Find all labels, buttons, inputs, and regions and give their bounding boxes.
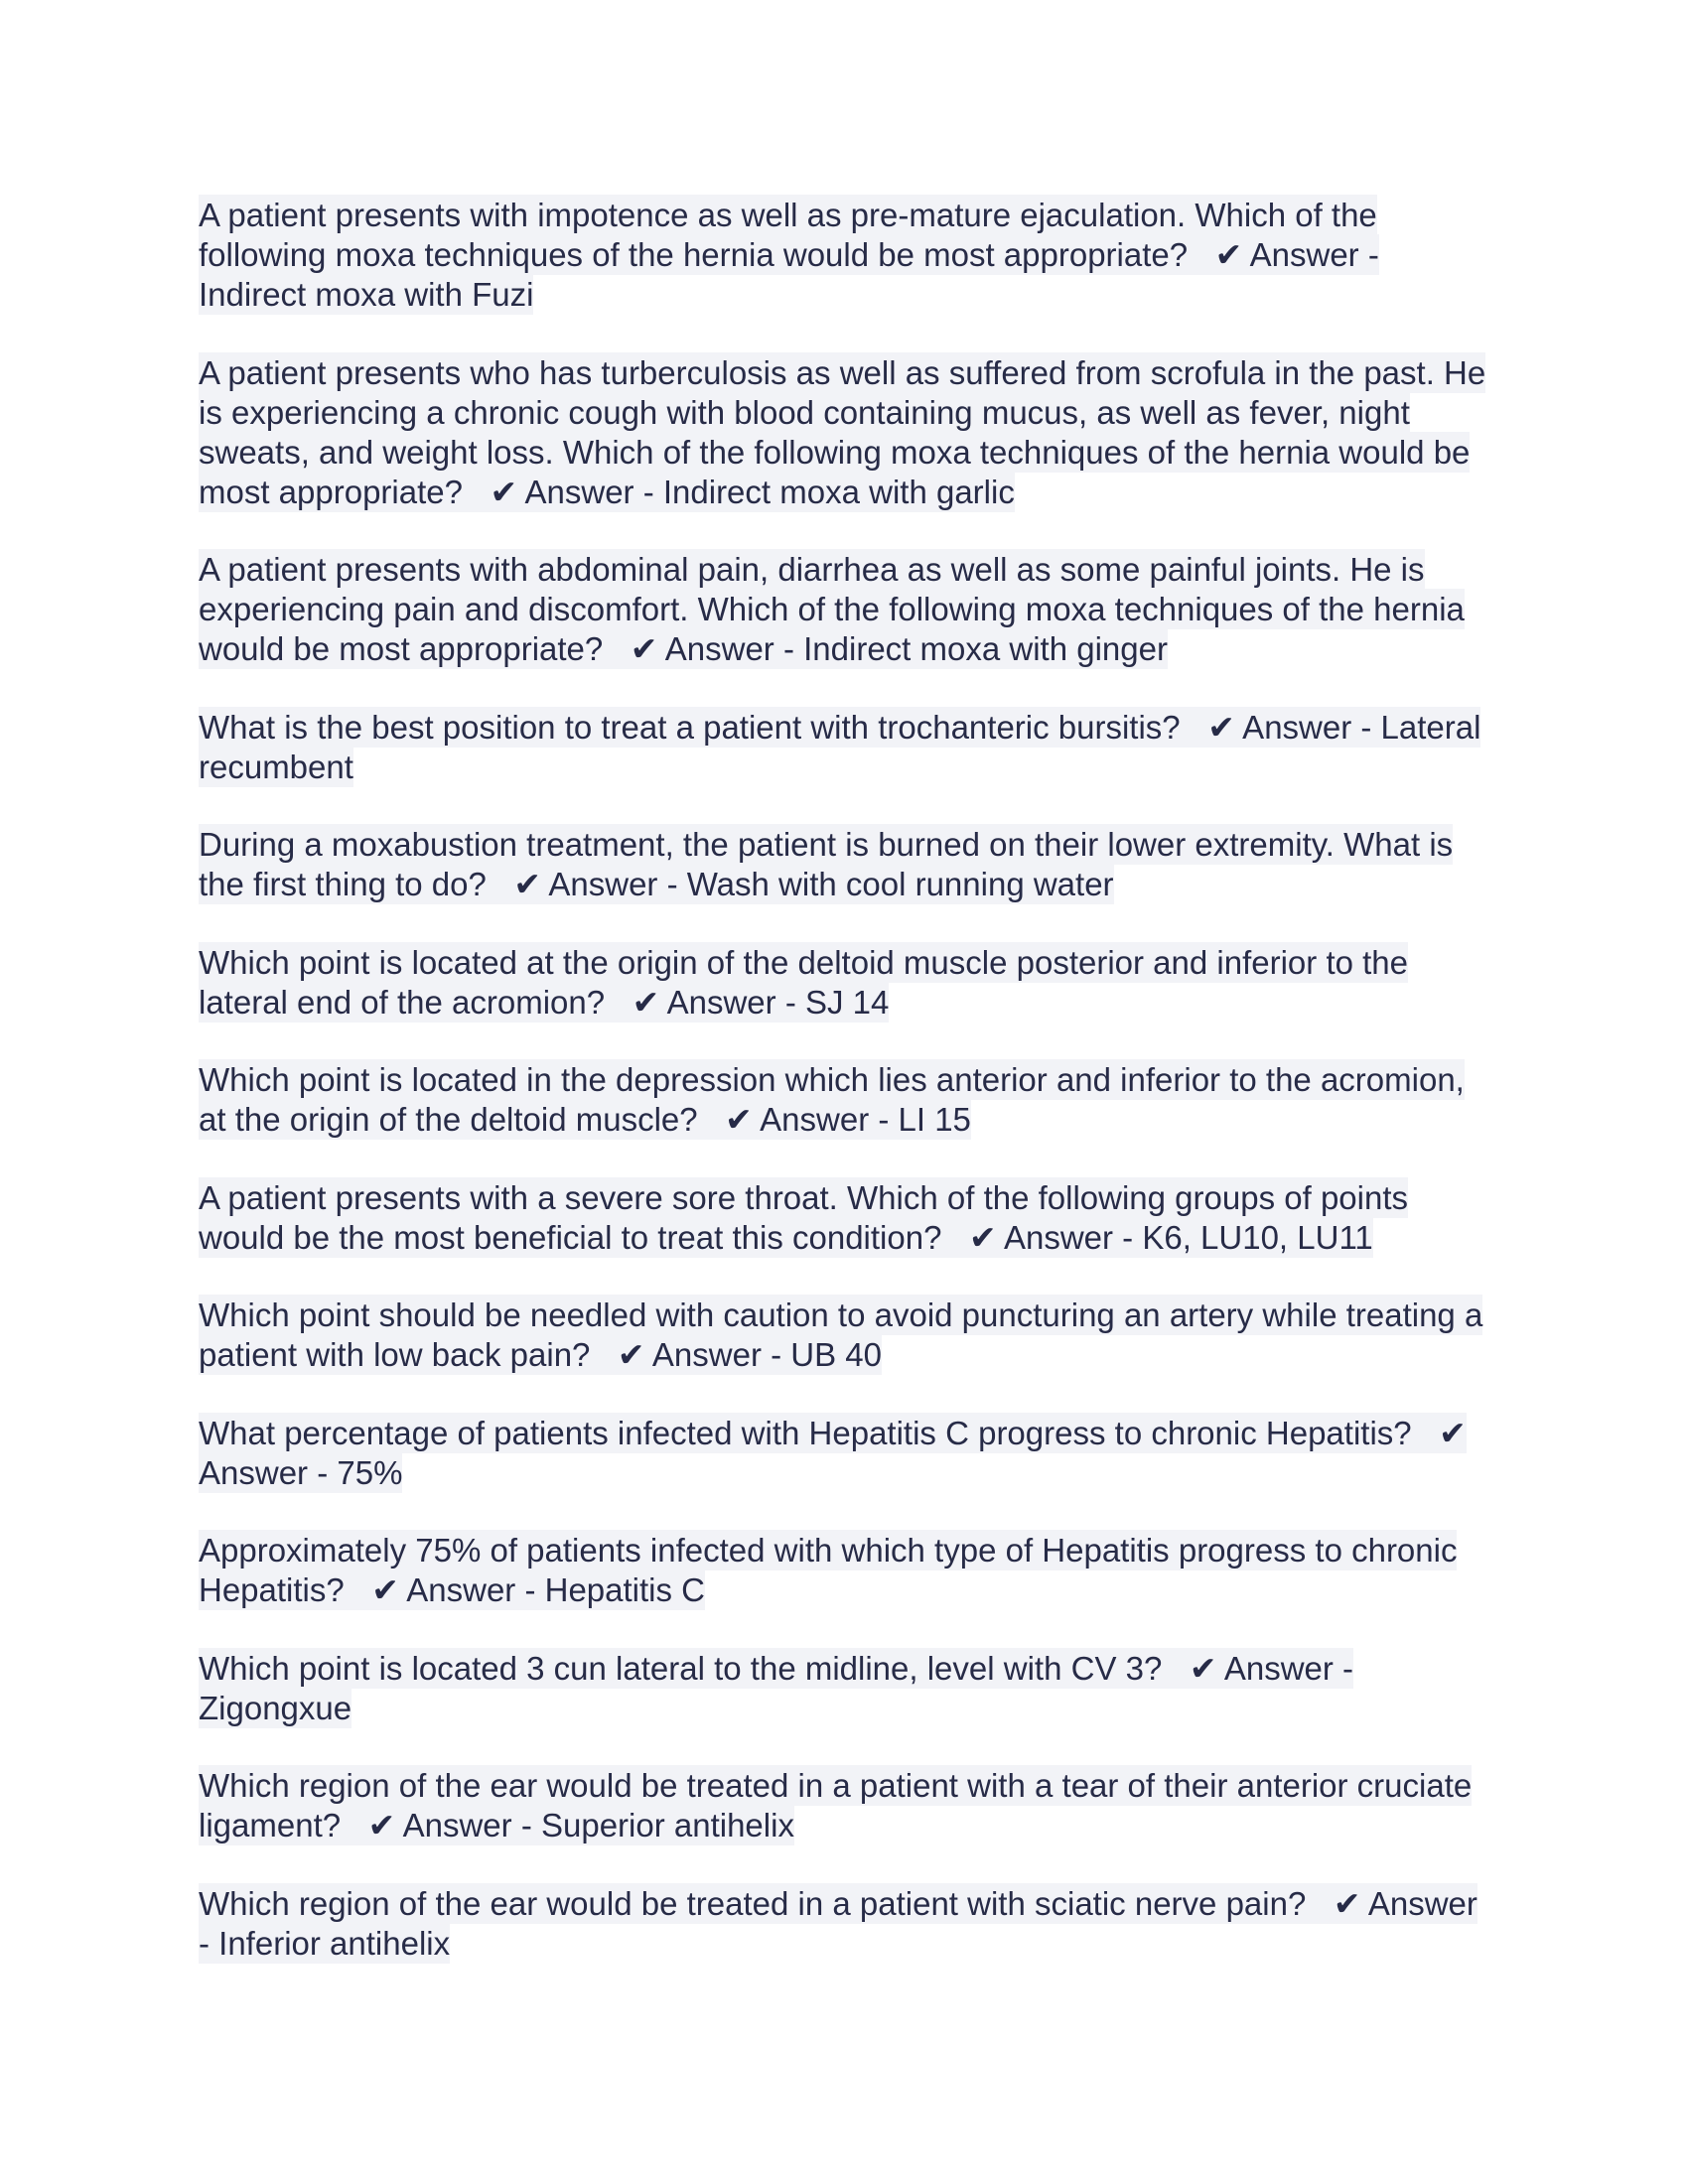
document-page <box>199 196 1489 2001</box>
answer-text: ✔ Answer - Indirect moxa with Fuzi <box>199 236 1379 313</box>
answer-text: ✔ Answer - UB 40 <box>617 1336 883 1373</box>
qa-item <box>199 1884 1489 1964</box>
question-text: A patient presents with impotence as well as pre-mature ejaculation. Which of the following moxa techniques of the hernia would be most appropriate? <box>199 197 1377 273</box>
qa-item <box>199 353 1489 512</box>
qa-item <box>199 550 1489 669</box>
qa-item <box>199 1060 1489 1140</box>
question-text: A patient presents who has turberculosis as well as suffered from scrofula in the past. He is experiencing a chronic cough with blood containing mucus, as well as fever, night sweats, and weight loss. Which of the following moxa techniques of the hernia would be most appropriate? <box>199 353 1486 510</box>
question-text: A patient presents with abdominal pain, diarrhea as well as some painful joints. He is experiencing pain and discomfort. Which of the following moxa techniques of the hernia would be most appropriate? <box>199 551 1465 667</box>
answer-text: ✔ Answer - LI 15 <box>725 1101 971 1138</box>
question-text: Which point is located in the depression which lies anterior and inferior to the acromion, at the origin of the deltoid muscle? <box>199 1061 1465 1138</box>
question-text: Which region of the ear would be treated in a patient with a tear of their anterior cruciate ligament? <box>199 1767 1473 1843</box>
qa-item <box>199 1766 1489 1845</box>
question-text: What percentage of patients infected with Hepatitis C progress to chronic Hepatitis? <box>199 1414 1412 1451</box>
question-text: During a moxabustion treatment, the patient is burned on their lower extremity. What is the first thing to do? <box>199 826 1454 902</box>
qa-item <box>199 1531 1489 1610</box>
qa-item <box>199 1414 1489 1493</box>
answer-text: ✔ Answer - 75% <box>199 1414 1467 1491</box>
answer-text: ✔ Answer - Inferior antihelix <box>199 1884 1477 1962</box>
answer-text: ✔ Answer - Indirect moxa with garlic <box>490 473 1015 510</box>
qa-item <box>199 943 1489 1023</box>
answer-text: ✔ Answer - Wash with cool running water <box>513 866 1114 902</box>
question-text: Which point should be needled with caution to avoid puncturing an artery while treating a patient with low back pain? <box>199 1297 1483 1373</box>
qa-item <box>199 825 1489 904</box>
answer-text: ✔ Answer - SJ 14 <box>632 983 890 1021</box>
answer-text: ✔ Answer - Zigongxue <box>199 1649 1354 1726</box>
qa-item <box>199 196 1489 315</box>
qa-item <box>199 1649 1489 1728</box>
question-text: Approximately 75% of patients infected with which type of Hepatitis progress to chronic Hepatitis? <box>199 1532 1458 1608</box>
question-text: Which point is located at the origin of the deltoid muscle posterior and inferior to the lateral end of the acromion? <box>199 943 1409 1021</box>
answer-text: ✔ Answer - Superior antihelix <box>367 1807 794 1843</box>
answer-text: ✔ Answer - Hepatitis C <box>371 1571 706 1608</box>
question-text: Which point is located 3 cun lateral to the midline, level with CV 3? <box>199 1649 1163 1687</box>
answer-text: ✔ Answer - Lateral recumbent <box>199 708 1481 785</box>
answer-text: ✔ Answer - K6, LU10, LU11 <box>968 1218 1373 1256</box>
answer-text: ✔ Answer - Indirect moxa with ginger <box>630 630 1168 667</box>
question-text: Which region of the ear would be treated in a patient with sciatic nerve pain? <box>199 1884 1307 1922</box>
qa-item <box>199 1178 1489 1258</box>
question-text: What is the best position to treat a patient with trochanteric bursitis? <box>199 708 1181 746</box>
qa-item <box>199 708 1489 787</box>
qa-item <box>199 1296 1489 1375</box>
question-text: A patient presents with a severe sore throat. Which of the following groups of points would be the most beneficial to treat this condition? <box>199 1178 1409 1256</box>
